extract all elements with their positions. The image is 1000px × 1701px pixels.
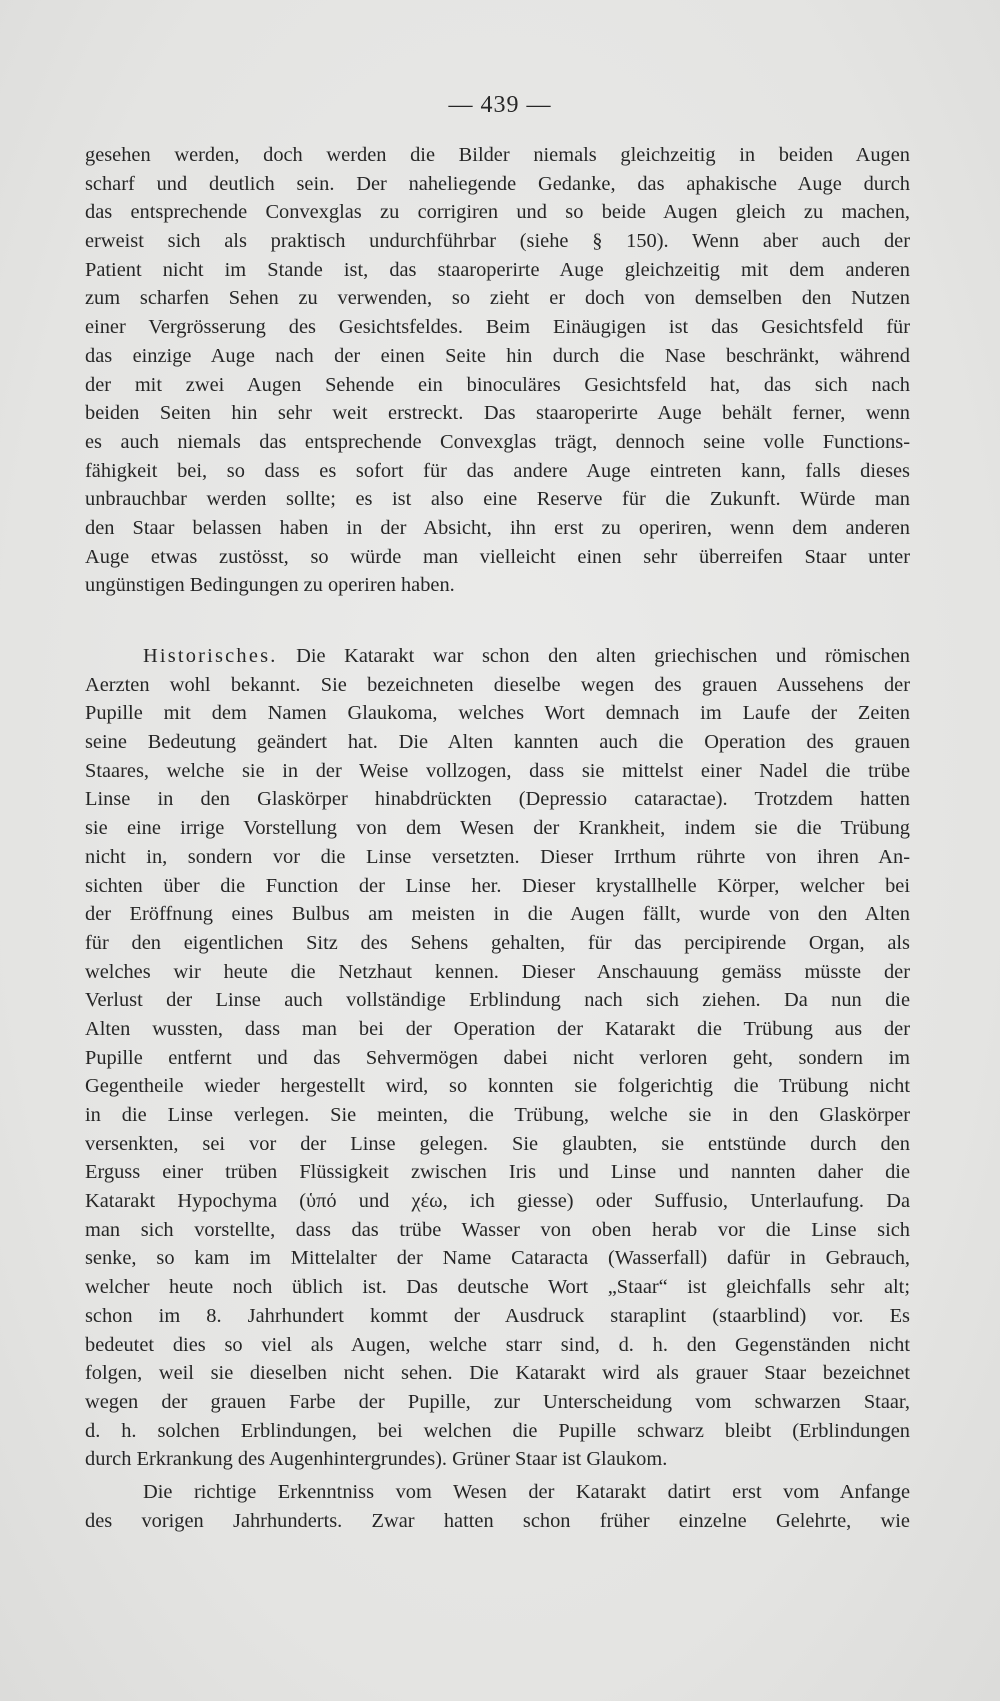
text-line: Staares, welche sie in der Weise vollzogen, dass sie mittelst einer Nadel die trübe xyxy=(85,759,910,782)
text-line: versenkten, sei vor der Linse gelegen. Sie glaubten, sie entstünde durch den xyxy=(85,1132,910,1155)
text-line: Patient nicht im Stande ist, das staaroperirte Auge gleichzeitig mit dem anderen xyxy=(85,258,910,281)
text-line: beiden Seiten hin sehr weit erstreckt. Das staaroperirte Auge behält ferner, wenn xyxy=(85,402,910,425)
text-line: schon im 8. Jahrhundert kommt der Ausdruck staraplint (staarblind) vor. Es xyxy=(85,1304,910,1327)
text-line: es auch niemals das entsprechende Convexglas trägt, dennoch seine volle Functions- xyxy=(85,430,910,453)
text-line: das entsprechende Convexglas zu corrigiren und so beide Augen gleich zu machen, xyxy=(85,201,910,224)
text-line: welcher heute noch üblich ist. Das deutsche Wort „Staar“ ist gleichfalls sehr alt; xyxy=(85,1276,910,1299)
paragraph-historisches xyxy=(85,642,910,1474)
text-line: Gegentheile wieder hergestellt wird, so konnten sie folgerichtig die Trübung nicht xyxy=(85,1075,910,1098)
text-line: Linse in den Glaskörper hinabdrückten (Depressio cataractae). Trotzdem hatten xyxy=(85,788,910,811)
text-line: Verlust der Linse auch vollständige Erblindung nach sich ziehen. Da nun die xyxy=(85,989,910,1012)
text-line: in die Linse verlegen. Sie meinten, die Trübung, welche sie in den Glaskörper xyxy=(85,1104,910,1126)
text-line: nicht in, sondern vor die Linse versetzten. Dieser Irrthum rührte von ihren An- xyxy=(85,845,910,868)
text-line: fähigkeit bei, so dass es sofort für das andere Auge eintreten kann, falls dieses xyxy=(85,459,910,482)
section-heading: Historisches. xyxy=(143,645,278,667)
text-line: senke, so kam im Mittelalter der Name Cataracta (Wasserfall) dafür in Gebrauch, xyxy=(85,1247,910,1270)
text-line: der mit zwei Augen Sehende ein binoculäres Gesichtsfeld hat, das sich nach xyxy=(85,373,910,396)
text-line: zum scharfen Sehen zu verwenden, so zieht er doch von demselben den Nutzen xyxy=(85,287,910,310)
text-line: ungünstigen Bedingungen zu operiren haben. xyxy=(85,574,455,597)
text-line: man sich vorstellte, dass das trübe Wasser von oben herab vor die Linse sich xyxy=(85,1218,910,1241)
text-line: Alten wussten, dass man bei der Operation der Katarakt die Trübung aus der xyxy=(85,1017,910,1040)
text-line: welches wir heute die Netzhaut kennen. Dieser Anschauung gemäss müsste der xyxy=(85,960,910,983)
text-line: wegen der grauen Farbe der Pupille, zur Unterscheidung vom schwarzen Staar, xyxy=(85,1390,910,1413)
text-line: einer Vergrösserung des Gesichtsfeldes. Beim Einäugigen ist das Gesichtsfeld für xyxy=(85,316,910,339)
text-line: das einzige Auge nach der einen Seite hin durch die Nase beschränkt, während xyxy=(85,344,910,367)
text-line: des vorigen Jahrhunderts. Zwar hatten schon früher einzelne Gelehrte, wie xyxy=(85,1509,910,1532)
text-line: Aerzten wohl bekannt. Sie bezeichneten dieselbe wegen des grauen Aussehens der xyxy=(85,673,910,696)
page-number: — 439 — xyxy=(448,92,552,118)
text-line: der Eröffnung eines Bulbus am meisten in die Augen fällt, wurde von den Alten xyxy=(85,903,910,926)
text-line: bedeutet dies so viel als Augen, welche starr sind, d. h. den Gegenständen nicht xyxy=(85,1333,910,1356)
text-line: seine Bedeutung geändert hat. Die Alten kannten auch die Operation des grauen xyxy=(85,731,910,754)
text-line: Pupille mit dem Namen Glaukoma, welches Wort demnach im Laufe der Zeiten xyxy=(85,702,910,725)
text-line: d. h. solchen Erblindungen, bei welchen die Pupille schwarz bleibt (Erblindungen xyxy=(85,1419,910,1442)
text-line: Auge etwas zustösst, so würde man vielleicht einen sehr überreifen Staar unter xyxy=(85,545,910,568)
paragraph-erkenntniss xyxy=(85,1478,910,1535)
text-line: für den eigentlichen Sitz des Sehens gehalten, für das percipirende Organ, als xyxy=(85,931,910,954)
text-line: Katarakt Hypochyma (ὑπό und χέω, ich giesse) oder Suffusio, Unterlaufung. Da xyxy=(85,1190,910,1213)
text-line: unbrauchbar werden sollte; es ist also eine Reserve für die Zukunft. Würde man xyxy=(85,488,910,511)
text-line: durch Erkrankung des Augenhintergrundes). Grüner Staar ist Glaukom. xyxy=(85,1448,668,1471)
text-line: den Staar belassen haben in der Absicht, ihn erst zu operiren, wenn dem anderen xyxy=(85,516,910,539)
text-line: erweist sich als praktisch undurchführbar (siehe § 150). Wenn aber auch der xyxy=(85,230,910,253)
text-line: gesehen werden, doch werden die Bilder niemals gleichzeitig in beiden Augen xyxy=(85,144,910,166)
paragraph-aphakia xyxy=(85,141,910,600)
text-line: scharf und deutlich sein. Der naheliegende Gedanke, das aphakische Auge durch xyxy=(85,172,910,195)
text-line xyxy=(85,642,910,671)
text-line: sie eine irrige Vorstellung von dem Wesen der Krankheit, indem sie die Trübung xyxy=(85,817,910,840)
text-line: sichten über die Function der Linse her. Dieser krystallhelle Körper, welcher bei xyxy=(85,874,910,897)
text-line: Die richtige Erkenntniss vom Wesen der Katarakt datirt erst vom Anfange xyxy=(143,1481,910,1504)
text-line: Pupille entfernt und das Sehvermögen dabei nicht verloren geht, sondern im xyxy=(85,1046,910,1069)
text-line-rest: Die Katarakt war schon den alten griechischen und römischen xyxy=(296,645,910,667)
text-line: Erguss einer trüben Flüssigkeit zwischen Iris und Linse und nannten daher die xyxy=(85,1161,910,1184)
text-line: folgen, weil sie dieselben nicht sehen. Die Katarakt wird als grauer Staar bezeichnet xyxy=(85,1362,910,1385)
